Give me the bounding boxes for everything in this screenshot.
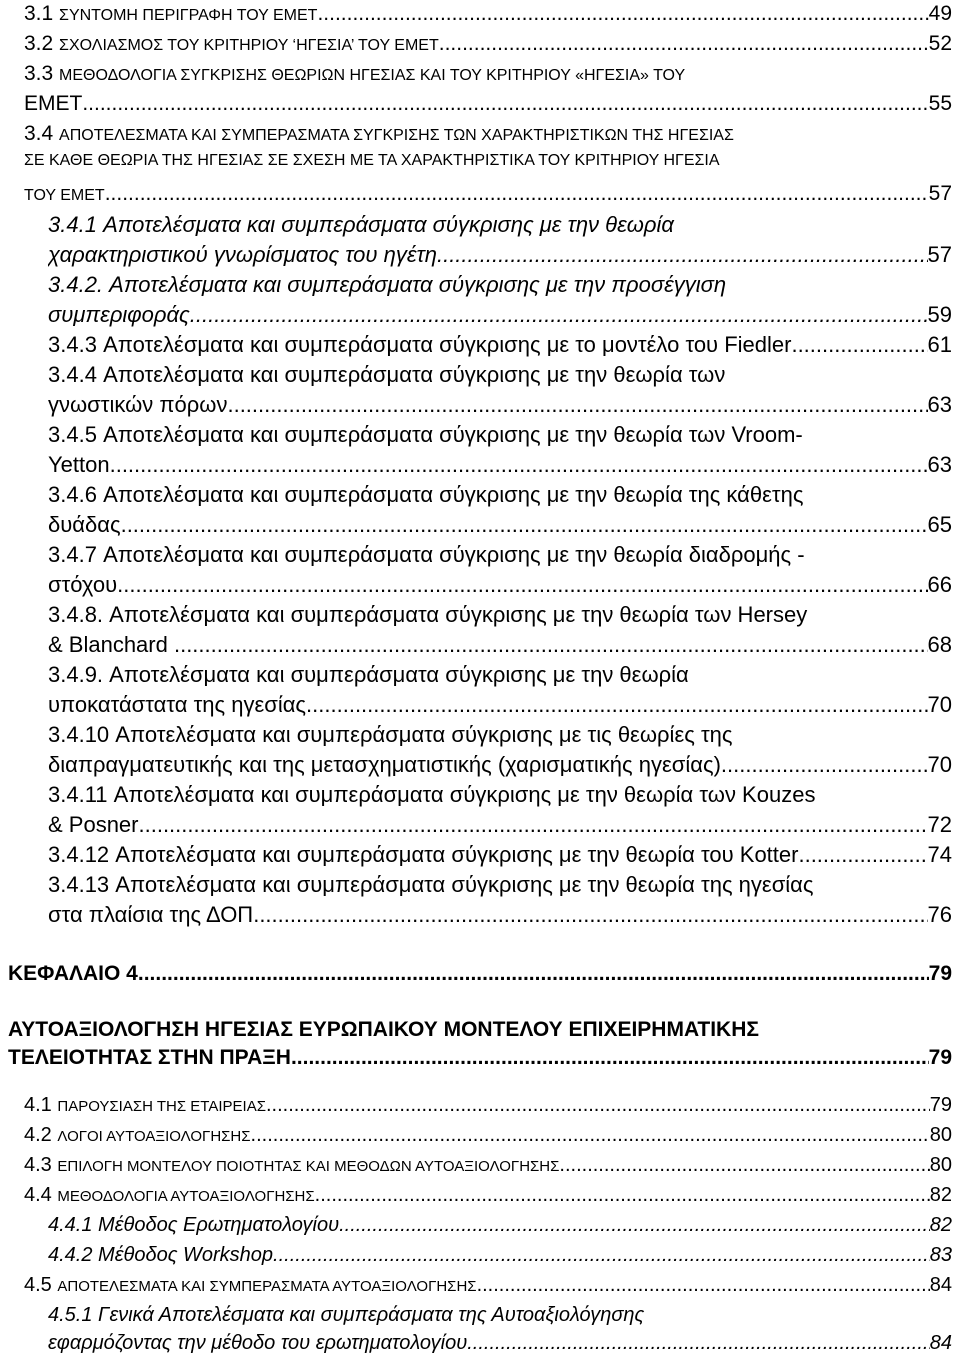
toc-title: Μέθοδος Ερωτηματολογίου (98, 1214, 340, 1236)
toc-page: 80 (929, 1124, 952, 1146)
toc-page: 61 (927, 332, 952, 357)
toc-number: 3.4 (24, 122, 54, 145)
toc-number: 4.5.1 (48, 1304, 93, 1326)
dot-leader (473, 1332, 930, 1355)
toc-title: ΤΕΛΕΙΟΤΗΤΑΣ ΣΤΗΝ ΠΡΑΞΗ (8, 1046, 291, 1069)
toc-title: συμπεριφοράς (48, 302, 190, 327)
toc-entry-3-4-5-cont[interactable] (48, 452, 952, 478)
toc-page: 59 (927, 302, 952, 327)
dot-leader (312, 692, 927, 718)
toc-number: 3.4.11 (48, 782, 108, 807)
dot-leader (791, 332, 927, 358)
toc-entry-4-5[interactable] (24, 1274, 952, 1297)
toc-number: 3.4.13 (48, 872, 110, 897)
toc-title: δυάδας (48, 512, 121, 537)
dot-leader (110, 452, 928, 478)
toc-title: ΕΠΙΛΟΓΗ ΜΟΝΤΕΛΟΥ ΠΟΙΟΤΗΤΑΣ ΚΑΙ ΜΕΘΟΔΩΝ ΑΥΤΟΑΞΙΟΛΟΓΗΣΗΣ (57, 1158, 560, 1175)
toc-entry-4-5-1[interactable] (48, 1304, 952, 1327)
toc-page: 57 (927, 242, 952, 267)
toc-number: 3.4.5 (48, 422, 97, 447)
toc-number: 3.4.4 (48, 362, 97, 387)
dot-leader (251, 1124, 930, 1147)
toc-page: 49 (928, 2, 952, 25)
toc-entry-3-2[interactable] (24, 32, 952, 56)
dot-leader (105, 182, 929, 206)
toc-entry-3-4-2-cont[interactable] (48, 302, 952, 328)
toc-title: & Posner (48, 812, 139, 837)
toc-entry-3-4-8[interactable] (48, 602, 952, 628)
toc-number: 4.5 (24, 1274, 52, 1296)
dot-leader (139, 812, 928, 838)
toc-entry-3-4-cont1 (24, 152, 952, 170)
toc-title: Αποτελέσματα και συμπεράσματα σύγκρισης με την θεωρία των Hersey (109, 602, 808, 627)
dot-leader (227, 392, 927, 418)
toc-title: υποκατάστατα της ηγεσίας. (48, 692, 313, 717)
toc-entry-3-4-8-cont[interactable] (48, 632, 952, 658)
toc-entry-3-4-cont2[interactable] (24, 182, 952, 206)
toc-entry-3-4-13-cont[interactable] (48, 902, 952, 928)
toc-title: ΚΕΦΑΛΑΙΟ 4 (8, 962, 138, 985)
toc-chapter-4-title[interactable] (8, 1018, 952, 1042)
toc-entry-3-4-7-cont[interactable] (48, 572, 952, 598)
toc-page: 82 (929, 1184, 952, 1206)
toc-entry-3-3[interactable] (24, 62, 952, 86)
toc-title: ΑΥΤΟΑΞΙΟΛΟΓΗΣΗ ΗΓΕΣΙΑΣ ΕΥΡΩΠΑΙΚΟΥ ΜΟΝΤΕΛΟΥ ΕΠΙΧΕΙΡΗΜΑΤΙΚΗΣ (8, 1018, 759, 1041)
toc-entry-3-1[interactable] (24, 2, 952, 26)
toc-title: Yetton (48, 452, 110, 477)
toc-page: 66 (927, 572, 952, 597)
toc-entry-3-3-cont[interactable] (24, 92, 952, 116)
toc-entry-3-4-10[interactable] (48, 722, 952, 748)
toc-page: 52 (928, 32, 952, 55)
toc-entry-4-4-1[interactable] (48, 1214, 952, 1237)
dot-leader (266, 1094, 930, 1117)
dot-leader (439, 32, 929, 56)
toc-title: Αποτελέσματα και συμπεράσματα σύγκρισης με την θεωρία της κάθετης (103, 482, 804, 507)
dot-leader (443, 242, 927, 268)
toc-number: 3.3 (24, 62, 54, 85)
toc-title: Αποτελέσματα και συμπεράσματα σύγκρισης με την θεωρία (103, 212, 674, 237)
toc-title: ΣΕ ΚΑΘΕ ΘΕΩΡΙΑ ΤΗΣ ΗΓΕΣΙΑΣ ΣΕ ΣΧΕΣΗ ΜΕ ΤΑ ΧΑΡΑΚΤΗΡΙΣΤΙΚΑ ΤΟΥ ΚΡΙΤΗΡΙΟΥ ΗΓΕΣΙΑ (24, 152, 720, 169)
toc-number: 4.4 (24, 1184, 52, 1206)
toc-title: ΜΕΘΟΔΟΛΟΓΙΑ ΣΥΓΚΡΙΣΗΣ ΘΕΩΡΙΩΝ ΗΓΕΣΙΑΣ ΚΑΙ ΤΟΥ ΚΡΙΤΗΡΙΟΥ «ΗΓΕΣΙΑ» ΤΟΥ (59, 67, 686, 84)
toc-title: Αποτελέσματα και συμπεράσματα σύγκρισης με το μοντέλο του Fiedler (103, 332, 792, 357)
toc-number: 3.4.7 (48, 542, 97, 567)
toc-title: Αποτελέσματα και συμπεράσματα σύγκρισης με την θεωρία των Vroom- (103, 422, 803, 447)
toc-page: 63 (927, 452, 952, 477)
toc-title: & Blanchard . (48, 632, 181, 657)
toc-title: Αποτελέσματα και συμπεράσματα σύγκρισης με την θεωρία (109, 662, 689, 687)
toc-page: 74 (927, 842, 952, 867)
toc-page: 57 (928, 182, 952, 205)
toc-entry-3-4-1[interactable] (48, 212, 952, 238)
toc-entry-3-4-11-cont[interactable] (48, 812, 952, 838)
toc-title: χαρακτηριστικού γνωρίσματος του ηγέτη. (48, 242, 444, 267)
dot-leader (138, 962, 929, 986)
toc-title: Αποτελέσματα και συμπεράσματα σύγκρισης με την θεωρία του Kotter (115, 842, 799, 867)
toc-number: 4.3 (24, 1154, 52, 1176)
toc-page: 83 (929, 1244, 952, 1266)
dot-leader (559, 1154, 929, 1177)
dot-leader (273, 1244, 930, 1267)
toc-entry-4-2[interactable] (24, 1124, 952, 1147)
toc-title: ΛΟΓΟΙ ΑΥΤΟΑΞΙΟΛΟΓΗΣΗΣ (57, 1128, 251, 1145)
toc-entry-3-4-6-cont[interactable] (48, 512, 952, 538)
toc-number: 3.4.2. (48, 272, 104, 297)
toc-number: 3.2 (24, 32, 54, 55)
toc-entry-3-4-9-cont[interactable] (48, 692, 952, 718)
toc-number: 3.4.8. (48, 602, 104, 627)
toc-entry-3-4[interactable] (24, 122, 952, 146)
toc-entry-3-4-7[interactable] (48, 542, 952, 568)
toc-number: 4.2 (24, 1124, 52, 1146)
toc-entry-4-1[interactable] (24, 1094, 952, 1117)
toc-number: 3.4.9. (48, 662, 104, 687)
toc-title: διαπραγματευτικής και της μετασχηματιστικής (χαρισματικής ηγεσίας). (48, 752, 728, 777)
dot-leader (121, 512, 928, 538)
toc-entry-3-4-13[interactable] (48, 872, 952, 898)
toc-title: ΑΠΟΤΕΛΕΣΜΑΤΑ ΚΑΙ ΣΥΜΠΕΡΑΣΜΑΤΑ ΑΥΤΟΑΞΙΟΛΟΓΗΣΗΣ (57, 1278, 477, 1295)
toc-number: 4.1 (24, 1094, 52, 1116)
toc-entry-3-4-9[interactable] (48, 662, 952, 688)
toc-title: ΕΜΕΤ (24, 92, 83, 115)
toc-title: Αποτελέσματα και συμπεράσματα σύγκρισης με την θεωρία των Kouzes (113, 782, 816, 807)
toc-entry-3-4-5[interactable] (48, 422, 952, 448)
toc-title: ΑΠΟΤΕΛΕΣΜΑΤΑ ΚΑΙ ΣΥΜΠΕΡΑΣΜΑΤΑ ΣΥΓΚΡΙΣΗΣ ΤΩΝ ΧΑΡΑΚΤΗΡΙΣΤΙΚΩΝ ΤΗΣ ΗΓΕΣΙΑΣ (59, 127, 734, 144)
toc-page: 82 (929, 1214, 952, 1236)
toc-title: στα πλαίσια της ΔΟΠ (48, 902, 254, 927)
dot-leader (477, 1274, 930, 1297)
dot-leader (291, 1046, 929, 1070)
toc-number: 4.4.2 (48, 1244, 93, 1266)
dot-leader (798, 842, 927, 868)
toc-title: ΣΥΝΤΟΜΗ ΠΕΡΙΓΡΑΦΗ ΤΟΥ ΕΜΕΤ (59, 7, 318, 24)
toc-title: ΜΕΘΟΔΟΛΟΓΙΑ ΑΥΤΟΑΞΙΟΛΟΓΗΣΗΣ (57, 1188, 315, 1205)
dot-leader (315, 1184, 930, 1207)
toc-page: 68 (927, 632, 952, 657)
dot-leader (339, 1214, 930, 1237)
toc-title: ΤΟΥ ΕΜΕΤ (24, 187, 105, 204)
toc-entry-3-4-10-cont[interactable] (48, 752, 952, 778)
toc-number: 3.4.12 (48, 842, 110, 867)
toc-entry-3-4-1-cont[interactable] (48, 242, 952, 268)
toc-entry-3-4-12[interactable] (48, 842, 952, 868)
toc-page: 84 (929, 1274, 952, 1296)
toc-title: Αποτελέσματα και συμπεράσματα σύγκρισης με την θεωρία διαδρομής - (103, 542, 805, 567)
dot-leader (123, 572, 927, 598)
toc-title: Αποτελέσματα και συμπεράσματα σύγκρισης με την θεωρία των (103, 362, 726, 387)
toc-number: 3.1 (24, 2, 54, 25)
toc-title: στόχου. (48, 572, 124, 597)
toc-page: 72 (927, 812, 952, 837)
toc-entry-3-4-6[interactable] (48, 482, 952, 508)
dot-leader (180, 632, 927, 658)
toc-page: 76 (927, 902, 952, 927)
toc-page: 79 (928, 1046, 952, 1069)
toc-number: 3.4.1 (48, 212, 97, 237)
toc-entry-4-4[interactable] (24, 1184, 952, 1207)
toc-entry-3-4-3[interactable] (48, 332, 952, 358)
toc-page: 63 (927, 392, 952, 417)
toc-title: Μέθοδος Workshop (98, 1244, 274, 1266)
toc-page: 65 (927, 512, 952, 537)
toc-title: Αποτελέσματα και συμπεράσματα σύγκρισης με την θεωρία της ηγεσίας (115, 872, 814, 897)
toc-page: 70 (927, 692, 952, 717)
toc-chapter-4[interactable] (8, 962, 952, 986)
toc-page: 80 (929, 1154, 952, 1176)
dot-leader (727, 752, 928, 778)
toc-entry-3-4-4[interactable] (48, 362, 952, 388)
toc-entry-4-3[interactable] (24, 1154, 952, 1177)
toc-title: Αποτελέσματα και συμπεράσματα σύγκρισης με την προσέγγιση (109, 272, 727, 297)
dot-leader (82, 92, 928, 116)
dot-leader (253, 902, 927, 928)
toc-chapter-4-title-cont[interactable] (8, 1046, 952, 1070)
toc-entry-3-4-4-cont[interactable] (48, 392, 952, 418)
toc-title: εφαρμόζοντας την μέθοδο του ερωτηματολογίου. (48, 1332, 473, 1354)
toc-page: 55 (928, 92, 952, 115)
toc-number: 3.4.6 (48, 482, 97, 507)
toc-page: 79 (928, 962, 952, 985)
toc-title: Γενικά Αποτελέσματα και συμπεράσματα της Αυτοαξιολόγησης (98, 1304, 645, 1326)
toc-page: 79 (929, 1094, 952, 1116)
toc-title: ΣΧΟΛΙΑΣΜΟΣ ΤΟΥ ΚΡΙΤΗΡΙΟΥ ‘ΗΓΕΣΙΑ’ ΤΟΥ ΕΜΕΤ (59, 37, 439, 54)
toc-entry-3-4-11[interactable] (48, 782, 952, 808)
toc-number: 4.4.1 (48, 1214, 93, 1236)
toc-page: 84 (929, 1332, 952, 1354)
toc-number: 3.4.10 (48, 722, 110, 747)
toc-page: 70 (927, 752, 952, 777)
toc-entry-3-4-2[interactable] (48, 272, 952, 298)
toc-title: γνωστικών πόρων (48, 392, 228, 417)
toc-title: ΠΑΡΟΥΣΙΑΣΗ ΤΗΣ ΕΤΑΙΡΕΙΑΣ (57, 1098, 266, 1115)
toc-entry-4-5-1-cont[interactable] (48, 1332, 952, 1355)
dot-leader (317, 2, 928, 26)
dot-leader (190, 302, 928, 328)
toc-entry-4-4-2[interactable] (48, 1244, 952, 1267)
toc-number: 3.4.3 (48, 332, 97, 357)
toc-title: Αποτελέσματα και συμπεράσματα σύγκρισης με τις θεωρίες της (115, 722, 733, 747)
